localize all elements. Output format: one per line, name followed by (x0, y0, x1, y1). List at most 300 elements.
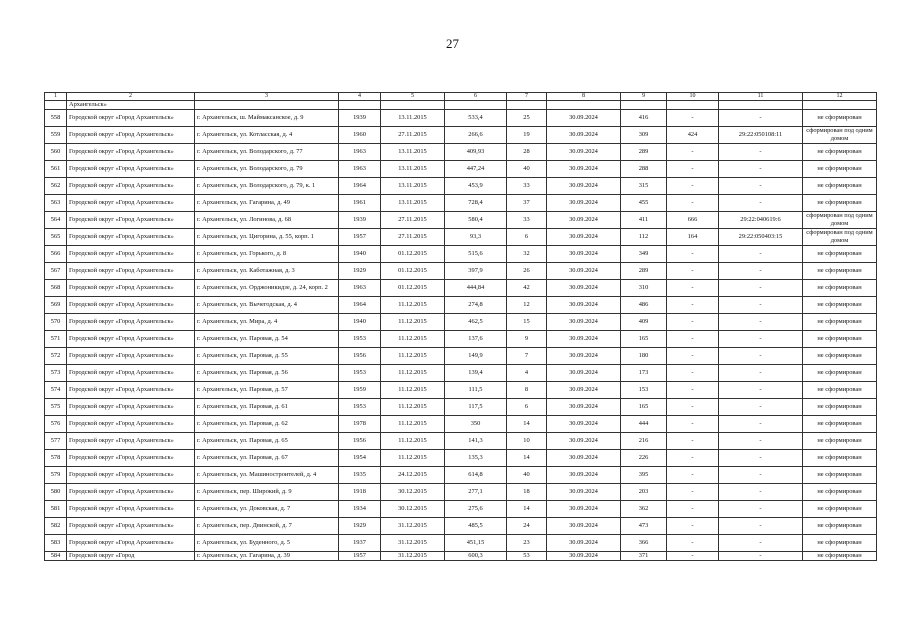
cell-municipality: Городской округ «Город Архангельск» (67, 127, 195, 144)
cell-residents: 14 (507, 501, 547, 518)
cell-cost: 371 (621, 552, 667, 561)
cell-municipality: Городской округ «Город Архангельск» (67, 246, 195, 263)
cell-residents: 24 (507, 518, 547, 535)
cell-land-status: не сформирован (803, 450, 877, 467)
cell-municipality: Городской округ «Город Архангельск» (67, 518, 195, 535)
cell-cadastral-number (719, 101, 803, 110)
cell-land-area: 164 (667, 229, 719, 246)
cell-cost: 366 (621, 535, 667, 552)
cell-municipality: Городской округ «Город Архангельск» (67, 450, 195, 467)
cell-municipality: Городской округ «Город Архангельск» (67, 382, 195, 399)
cell-row-number: 577 (45, 433, 67, 450)
cell-year-built: 1978 (339, 416, 381, 433)
cell-land-area: - (667, 280, 719, 297)
cell-row-number: 566 (45, 246, 67, 263)
cell-year-built (339, 101, 381, 110)
cell-residents: 40 (507, 161, 547, 178)
cell-area: 409,93 (445, 144, 507, 161)
cell-address: г. Архангельск, ул. Гагарина, д. 39 (195, 552, 339, 561)
cell-cadastral-number: - (719, 484, 803, 501)
cell-row-number: 580 (45, 484, 67, 501)
cell-cost: 165 (621, 399, 667, 416)
cell-land-status: не сформирован (803, 552, 877, 561)
cell-deadline: 30.09.2024 (547, 467, 621, 484)
table-row (45, 484, 877, 501)
cell-recognition-date: 31.12.2015 (381, 535, 445, 552)
cell-land-area: 424 (667, 127, 719, 144)
table-row (45, 518, 877, 535)
cell-residents: 10 (507, 433, 547, 450)
cell-row-number: 568 (45, 280, 67, 297)
header-cell-deadline: 8 (547, 93, 621, 101)
cell-address: г. Архангельск, ул. Логинова, д. 68 (195, 212, 339, 229)
cell-cost: 112 (621, 229, 667, 246)
cell-address: г. Архангельск, ул. Паровая, д. 67 (195, 450, 339, 467)
cell-area: 93,3 (445, 229, 507, 246)
cell-land-area (667, 101, 719, 110)
cell-cost (621, 101, 667, 110)
cell-year-built: 1964 (339, 297, 381, 314)
cell-cadastral-number: - (719, 263, 803, 280)
cell-cadastral-number: - (719, 331, 803, 348)
cell-address: г. Архангельск, ул. Каботажная, д. 3 (195, 263, 339, 280)
cell-cadastral-number: 29:22:040619:6 (719, 212, 803, 229)
cell-area: 275,6 (445, 501, 507, 518)
cell-deadline: 30.09.2024 (547, 450, 621, 467)
cell-municipality: Городской округ «Город Архангельск» (67, 416, 195, 433)
cell-municipality: Городской округ «Город Архангельск» (67, 348, 195, 365)
cell-year-built: 1940 (339, 314, 381, 331)
table-row (45, 110, 877, 127)
cell-land-status: не сформирован (803, 314, 877, 331)
table-row (45, 127, 877, 144)
cell-year-built: 1940 (339, 246, 381, 263)
cell-deadline: 30.09.2024 (547, 535, 621, 552)
cell-area: 149,9 (445, 348, 507, 365)
cell-year-built: 1953 (339, 331, 381, 348)
header-cell-year-built: 4 (339, 93, 381, 101)
cell-deadline: 30.09.2024 (547, 195, 621, 212)
cell-area: 447,24 (445, 161, 507, 178)
cell-land-status: не сформирован (803, 501, 877, 518)
cell-cost: 173 (621, 365, 667, 382)
table-row (45, 280, 877, 297)
cell-municipality: Городской округ «Город Архангельск» (67, 365, 195, 382)
cell-municipality: Городской округ «Город Архангельск» (67, 280, 195, 297)
cell-residents: 9 (507, 331, 547, 348)
cell-deadline: 30.09.2024 (547, 314, 621, 331)
cell-municipality: Городской округ «Город Архангельск» (67, 331, 195, 348)
cell-land-area: - (667, 399, 719, 416)
cell-cost: 409 (621, 314, 667, 331)
cell-recognition-date: 11.12.2015 (381, 331, 445, 348)
cell-land-status: не сформирован (803, 365, 877, 382)
cell-cadastral-number: - (719, 297, 803, 314)
cell-land-area: - (667, 263, 719, 280)
cell-area: 614,8 (445, 467, 507, 484)
table-row (45, 501, 877, 518)
cell-area: 135,3 (445, 450, 507, 467)
cell-area: 444,84 (445, 280, 507, 297)
cell-row-number: 561 (45, 161, 67, 178)
cell-land-area: - (667, 450, 719, 467)
cell-year-built: 1939 (339, 212, 381, 229)
cell-land-status: не сформирован (803, 110, 877, 127)
cell-deadline: 30.09.2024 (547, 178, 621, 195)
cell-area: 462,5 (445, 314, 507, 331)
cell-land-area: - (667, 416, 719, 433)
cell-cadastral-number: - (719, 467, 803, 484)
cell-address: г. Архангельск, пер. Широкий, д. 9 (195, 484, 339, 501)
cell-deadline: 30.09.2024 (547, 229, 621, 246)
cell-municipality: Городской округ «Город Архангельск» (67, 178, 195, 195)
cell-area: 485,5 (445, 518, 507, 535)
cell-year-built: 1963 (339, 280, 381, 297)
cell-address: г. Архангельск, ул. Гагарина, д. 49 (195, 195, 339, 212)
cell-address: г. Архангельск, ул. Горького, д. 8 (195, 246, 339, 263)
cell-land-status: сформирован под одним домом (803, 127, 877, 144)
cell-land-status: не сформирован (803, 331, 877, 348)
cell-recognition-date: 13.11.2015 (381, 110, 445, 127)
cell-area (445, 101, 507, 110)
cell-land-status: не сформирован (803, 280, 877, 297)
header-cell-residents: 7 (507, 93, 547, 101)
cell-land-status: не сформирован (803, 518, 877, 535)
cell-address: г. Архангельск, ул. Буденного, д. 5 (195, 535, 339, 552)
cell-address: г. Архангельск, ул. Володарского, д. 79, к. 1 (195, 178, 339, 195)
cell-residents: 19 (507, 127, 547, 144)
cell-land-status: не сформирован (803, 382, 877, 399)
cell-land-status: не сформирован (803, 297, 877, 314)
cell-deadline (547, 101, 621, 110)
cell-row-number: 575 (45, 399, 67, 416)
table-row (45, 365, 877, 382)
cell-residents: 18 (507, 484, 547, 501)
cell-recognition-date: 01.12.2015 (381, 246, 445, 263)
cell-deadline: 30.09.2024 (547, 127, 621, 144)
cell-cost: 473 (621, 518, 667, 535)
header-cell-land-area: 10 (667, 93, 719, 101)
cell-cadastral-number: - (719, 365, 803, 382)
cell-land-status: не сформирован (803, 246, 877, 263)
cell-residents: 37 (507, 195, 547, 212)
cell-deadline: 30.09.2024 (547, 246, 621, 263)
cell-address: г. Архангельск, ул. Паровая, д. 56 (195, 365, 339, 382)
table-row (45, 263, 877, 280)
cell-deadline: 30.09.2024 (547, 110, 621, 127)
cell-area: 111,5 (445, 382, 507, 399)
cell-land-area: - (667, 144, 719, 161)
cell-cadastral-number: - (719, 195, 803, 212)
cell-municipality: Городской округ «Город Архангельск» (67, 144, 195, 161)
cell-land-area: - (667, 518, 719, 535)
cell-residents: 26 (507, 263, 547, 280)
cell-cadastral-number: - (719, 246, 803, 263)
cell-residents: 14 (507, 416, 547, 433)
cell-municipality: Городской округ «Город Архангельск» (67, 314, 195, 331)
cell-land-status: не сформирован (803, 484, 877, 501)
cell-year-built: 1956 (339, 348, 381, 365)
cell-land-area: 666 (667, 212, 719, 229)
cell-row-number: 584 (45, 552, 67, 561)
cell-land-area: - (667, 365, 719, 382)
cell-residents: 6 (507, 399, 547, 416)
cell-municipality: Городской округ «Город Архангельск» (67, 212, 195, 229)
cell-recognition-date: 11.12.2015 (381, 382, 445, 399)
cell-address: г. Архангельск, ул. Паровая, д. 54 (195, 331, 339, 348)
cell-residents: 33 (507, 212, 547, 229)
cell-address (195, 101, 339, 110)
cell-recognition-date: 13.11.2015 (381, 144, 445, 161)
cell-area: 141,3 (445, 433, 507, 450)
cell-recognition-date: 11.12.2015 (381, 450, 445, 467)
cell-address: г. Архангельск, ш. Маймаксанское, д. 9 (195, 110, 339, 127)
header-cell-area: 6 (445, 93, 507, 101)
table-row (45, 399, 877, 416)
cell-land-status (803, 101, 877, 110)
cell-cost: 349 (621, 246, 667, 263)
cell-land-status: не сформирован (803, 348, 877, 365)
table-row (45, 178, 877, 195)
cell-cost: 288 (621, 161, 667, 178)
cell-residents: 28 (507, 144, 547, 161)
cell-cadastral-number: - (719, 518, 803, 535)
cell-residents (507, 101, 547, 110)
cell-municipality: Городской округ «Город Архангельск» (67, 484, 195, 501)
table-row (45, 212, 877, 229)
cell-land-status: не сформирован (803, 399, 877, 416)
cell-cost: 315 (621, 178, 667, 195)
header-cell-row-number: 1 (45, 93, 67, 101)
cell-area: 274,8 (445, 297, 507, 314)
cell-deadline: 30.09.2024 (547, 399, 621, 416)
table-row (45, 246, 877, 263)
cell-year-built: 1956 (339, 433, 381, 450)
cell-land-status: не сформирован (803, 467, 877, 484)
cell-deadline: 30.09.2024 (547, 263, 621, 280)
cell-land-area: - (667, 552, 719, 561)
table-row (45, 382, 877, 399)
cell-recognition-date: 01.12.2015 (381, 280, 445, 297)
table-row (45, 348, 877, 365)
cell-land-area: - (667, 178, 719, 195)
cell-land-area: - (667, 348, 719, 365)
table-row (45, 297, 877, 314)
cell-area: 533,4 (445, 110, 507, 127)
cell-land-status: сформирован под одним домом (803, 229, 877, 246)
cell-deadline: 30.09.2024 (547, 280, 621, 297)
cell-year-built: 1960 (339, 127, 381, 144)
continuation-row (45, 101, 877, 110)
cell-row-number: 581 (45, 501, 67, 518)
cell-cost: 226 (621, 450, 667, 467)
cell-residents: 42 (507, 280, 547, 297)
cell-cost: 395 (621, 467, 667, 484)
cell-cadastral-number: - (719, 161, 803, 178)
cell-year-built: 1964 (339, 178, 381, 195)
cell-cost: 411 (621, 212, 667, 229)
cell-land-area: - (667, 161, 719, 178)
cell-row-number: 559 (45, 127, 67, 144)
cell-land-status: не сформирован (803, 535, 877, 552)
table-row (45, 144, 877, 161)
cell-land-status: не сформирован (803, 161, 877, 178)
cell-area: 451,15 (445, 535, 507, 552)
cell-municipality: Городской округ «Город Архангельск» (67, 161, 195, 178)
cell-recognition-date: 13.11.2015 (381, 195, 445, 212)
cell-residents: 12 (507, 297, 547, 314)
cell-land-area: - (667, 484, 719, 501)
cell-cadastral-number: - (719, 399, 803, 416)
cell-recognition-date (381, 101, 445, 110)
cell-cost: 203 (621, 484, 667, 501)
cell-address: г. Архангельск, ул. Орджоникидзе, д. 24, корп. 2 (195, 280, 339, 297)
cell-address: г. Архангельск, ул. Мира, д. 4 (195, 314, 339, 331)
header-cell-address: 3 (195, 93, 339, 101)
cell-row-number: 560 (45, 144, 67, 161)
cell-deadline: 30.09.2024 (547, 348, 621, 365)
cell-year-built: 1935 (339, 467, 381, 484)
cell-area: 453,9 (445, 178, 507, 195)
cell-cost: 362 (621, 501, 667, 518)
cell-cost: 310 (621, 280, 667, 297)
cell-cost: 455 (621, 195, 667, 212)
cell-recognition-date: 31.12.2015 (381, 518, 445, 535)
cell-row-number: 567 (45, 263, 67, 280)
cell-deadline: 30.09.2024 (547, 331, 621, 348)
cell-recognition-date: 11.12.2015 (381, 399, 445, 416)
cell-area: 728,4 (445, 195, 507, 212)
cell-residents: 25 (507, 110, 547, 127)
cell-land-area: - (667, 501, 719, 518)
cell-row-number: 564 (45, 212, 67, 229)
cell-cadastral-number: - (719, 416, 803, 433)
cell-address: г. Архангельск, ул. Цигорина, д. 55, корп. 1 (195, 229, 339, 246)
cell-deadline: 30.09.2024 (547, 433, 621, 450)
cell-row-number: 579 (45, 467, 67, 484)
cell-cadastral-number: - (719, 450, 803, 467)
cell-year-built: 1961 (339, 195, 381, 212)
table-row (45, 229, 877, 246)
cell-residents: 14 (507, 450, 547, 467)
cell-area: 117,5 (445, 399, 507, 416)
cell-municipality: Городской округ «Город (67, 552, 195, 561)
cell-municipality: Городской округ «Город Архангельск» (67, 229, 195, 246)
housing-table (44, 92, 877, 561)
cell-residents: 23 (507, 535, 547, 552)
cell-residents: 53 (507, 552, 547, 561)
cell-land-area: - (667, 195, 719, 212)
cell-year-built: 1953 (339, 365, 381, 382)
cell-row-number: 572 (45, 348, 67, 365)
cell-cadastral-number: - (719, 535, 803, 552)
cell-address: г. Архангельск, ул. Котласская, д. 4 (195, 127, 339, 144)
cell-residents: 33 (507, 178, 547, 195)
cell-area: 139,4 (445, 365, 507, 382)
table-row (45, 331, 877, 348)
cell-row-number: 583 (45, 535, 67, 552)
cell-deadline: 30.09.2024 (547, 518, 621, 535)
table-row (45, 195, 877, 212)
cell-recognition-date: 11.12.2015 (381, 416, 445, 433)
cell-row-number: 562 (45, 178, 67, 195)
cell-municipality: Городской округ «Город Архангельск» (67, 433, 195, 450)
header-cell-municipality: 2 (67, 93, 195, 101)
cell-year-built: 1929 (339, 518, 381, 535)
cell-address: г. Архангельск, ул. Паровая, д. 57 (195, 382, 339, 399)
cell-recognition-date: 01.12.2015 (381, 263, 445, 280)
cell-land-status: не сформирован (803, 144, 877, 161)
cell-land-area: - (667, 246, 719, 263)
table-row (45, 416, 877, 433)
cell-residents: 7 (507, 348, 547, 365)
cell-cadastral-number: - (719, 348, 803, 365)
cell-land-status: сформирован под одним домом (803, 212, 877, 229)
cell-cost: 153 (621, 382, 667, 399)
cell-row-number (45, 101, 67, 110)
cell-cadastral-number: 29:22:050403:15 (719, 229, 803, 246)
cell-land-area: - (667, 467, 719, 484)
table-row (45, 552, 877, 561)
cell-deadline: 30.09.2024 (547, 552, 621, 561)
cell-municipality: Городской округ «Город Архангельск» (67, 263, 195, 280)
cell-municipality: Городской округ «Город Архангельск» (67, 110, 195, 127)
cell-deadline: 30.09.2024 (547, 484, 621, 501)
cell-cost: 216 (621, 433, 667, 450)
table-row (45, 161, 877, 178)
table-header-row (45, 93, 877, 101)
cell-deadline: 30.09.2024 (547, 161, 621, 178)
cell-address: г. Архангельск, ул. Паровая, д. 62 (195, 416, 339, 433)
cell-land-area: - (667, 433, 719, 450)
cell-year-built: 1937 (339, 535, 381, 552)
cell-land-status: не сформирован (803, 416, 877, 433)
cell-residents: 4 (507, 365, 547, 382)
cell-row-number: 576 (45, 416, 67, 433)
table-row (45, 535, 877, 552)
cell-recognition-date: 27.11.2015 (381, 212, 445, 229)
cell-municipality: Городской округ «Город Архангельск» (67, 399, 195, 416)
cell-area: 350 (445, 416, 507, 433)
cell-address: г. Архангельск, ул. Вычегодская, д. 4 (195, 297, 339, 314)
cell-cadastral-number: - (719, 552, 803, 561)
cell-year-built: 1954 (339, 450, 381, 467)
cell-cost: 416 (621, 110, 667, 127)
cell-address: г. Архангельск, ул. Паровая, д. 61 (195, 399, 339, 416)
cell-deadline: 30.09.2024 (547, 297, 621, 314)
cell-recognition-date: 13.11.2015 (381, 178, 445, 195)
cell-municipality: Городской округ «Город Архангельск» (67, 467, 195, 484)
cell-residents: 15 (507, 314, 547, 331)
cell-recognition-date: 11.12.2015 (381, 348, 445, 365)
cell-cadastral-number: - (719, 382, 803, 399)
cell-recognition-date: 11.12.2015 (381, 297, 445, 314)
cell-cost: 289 (621, 144, 667, 161)
cell-deadline: 30.09.2024 (547, 365, 621, 382)
table-row (45, 467, 877, 484)
cell-year-built: 1929 (339, 263, 381, 280)
cell-year-built: 1959 (339, 382, 381, 399)
cell-residents: 6 (507, 229, 547, 246)
cell-cadastral-number: - (719, 501, 803, 518)
cell-area: 580,4 (445, 212, 507, 229)
cell-recognition-date: 11.12.2015 (381, 314, 445, 331)
cell-municipality: Городской округ «Город Архангельск» (67, 297, 195, 314)
cell-cadastral-number: - (719, 433, 803, 450)
cell-municipality: Городской округ «Город Архангельск» (67, 501, 195, 518)
cell-area: 137,6 (445, 331, 507, 348)
table-row (45, 314, 877, 331)
